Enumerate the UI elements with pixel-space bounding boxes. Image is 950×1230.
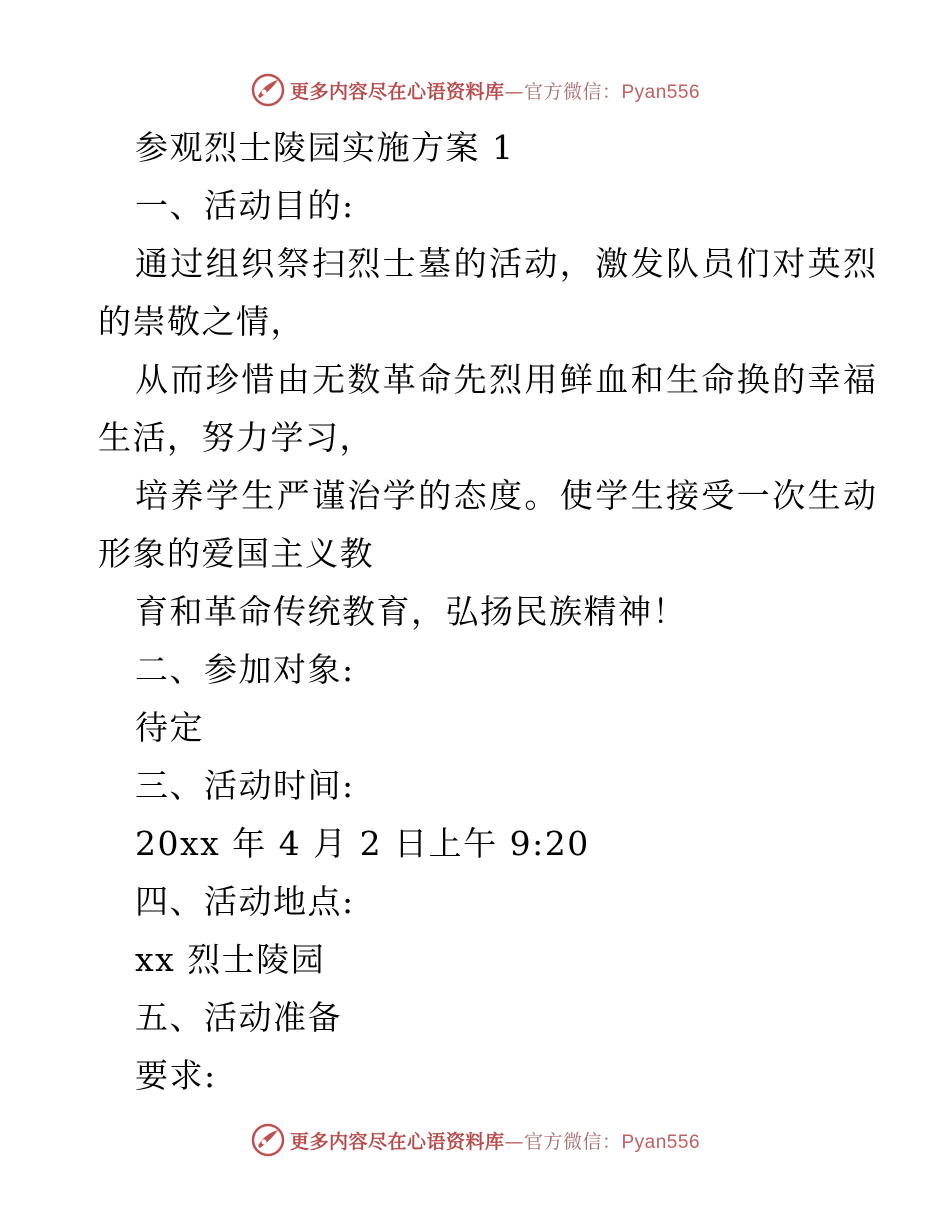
watermark-dash: — — [504, 1130, 524, 1153]
section-heading-participants: 二、参加对象: — [135, 650, 355, 689]
paragraph-line: 通过组织祭扫烈士墓的活动，激发队员们对英烈 — [135, 244, 879, 283]
watermark-dash: — — [504, 80, 524, 103]
participants-value: 待定 — [135, 708, 204, 747]
header-watermark — [0, 70, 950, 110]
watermark-wechat-label: 官方微信： — [523, 80, 622, 103]
document-title: 参观烈士陵园实施方案 1 — [135, 128, 515, 167]
pen-logo-icon — [250, 72, 286, 108]
watermark-brand: 更多内容尽在心语资料库 — [289, 80, 505, 103]
watermark-wechat-id: Pyan556 — [621, 1131, 701, 1153]
pen-logo-icon — [250, 1122, 286, 1158]
paragraph-line: 的崇敬之情， — [98, 302, 305, 341]
location-value: xx 烈士陵园 — [135, 940, 326, 979]
paragraph-line: 培养学生严谨治学的态度。使学生接受一次生动 — [135, 476, 879, 515]
section-heading-time: 三、活动时间: — [135, 766, 355, 805]
requirements-label: 要求: — [135, 1056, 217, 1095]
watermark-wechat-label: 官方微信： — [523, 1130, 622, 1153]
section-heading-preparation: 五、活动准备 — [135, 998, 342, 1037]
paragraph-line: 育和革命传统教育，弘扬民族精神！ — [135, 592, 687, 631]
footer-watermark — [0, 1120, 950, 1160]
watermark-text — [290, 1127, 700, 1154]
watermark-wechat-id: Pyan556 — [621, 81, 701, 103]
paragraph-line: 从而珍惜由无数革命先烈用鲜血和生命换的幸福 — [135, 360, 879, 399]
paragraph-line: 形象的爱国主义教 — [98, 534, 374, 573]
watermark-brand: 更多内容尽在心语资料库 — [289, 1130, 505, 1153]
section-heading-purpose: 一、活动目的: — [135, 186, 355, 225]
section-heading-location: 四、活动地点: — [135, 882, 355, 921]
watermark-text — [290, 77, 700, 104]
paragraph-line: 生活，努力学习， — [98, 418, 374, 457]
time-value: 20xx 年 4 月 2 日上午 9:20 — [135, 824, 590, 863]
